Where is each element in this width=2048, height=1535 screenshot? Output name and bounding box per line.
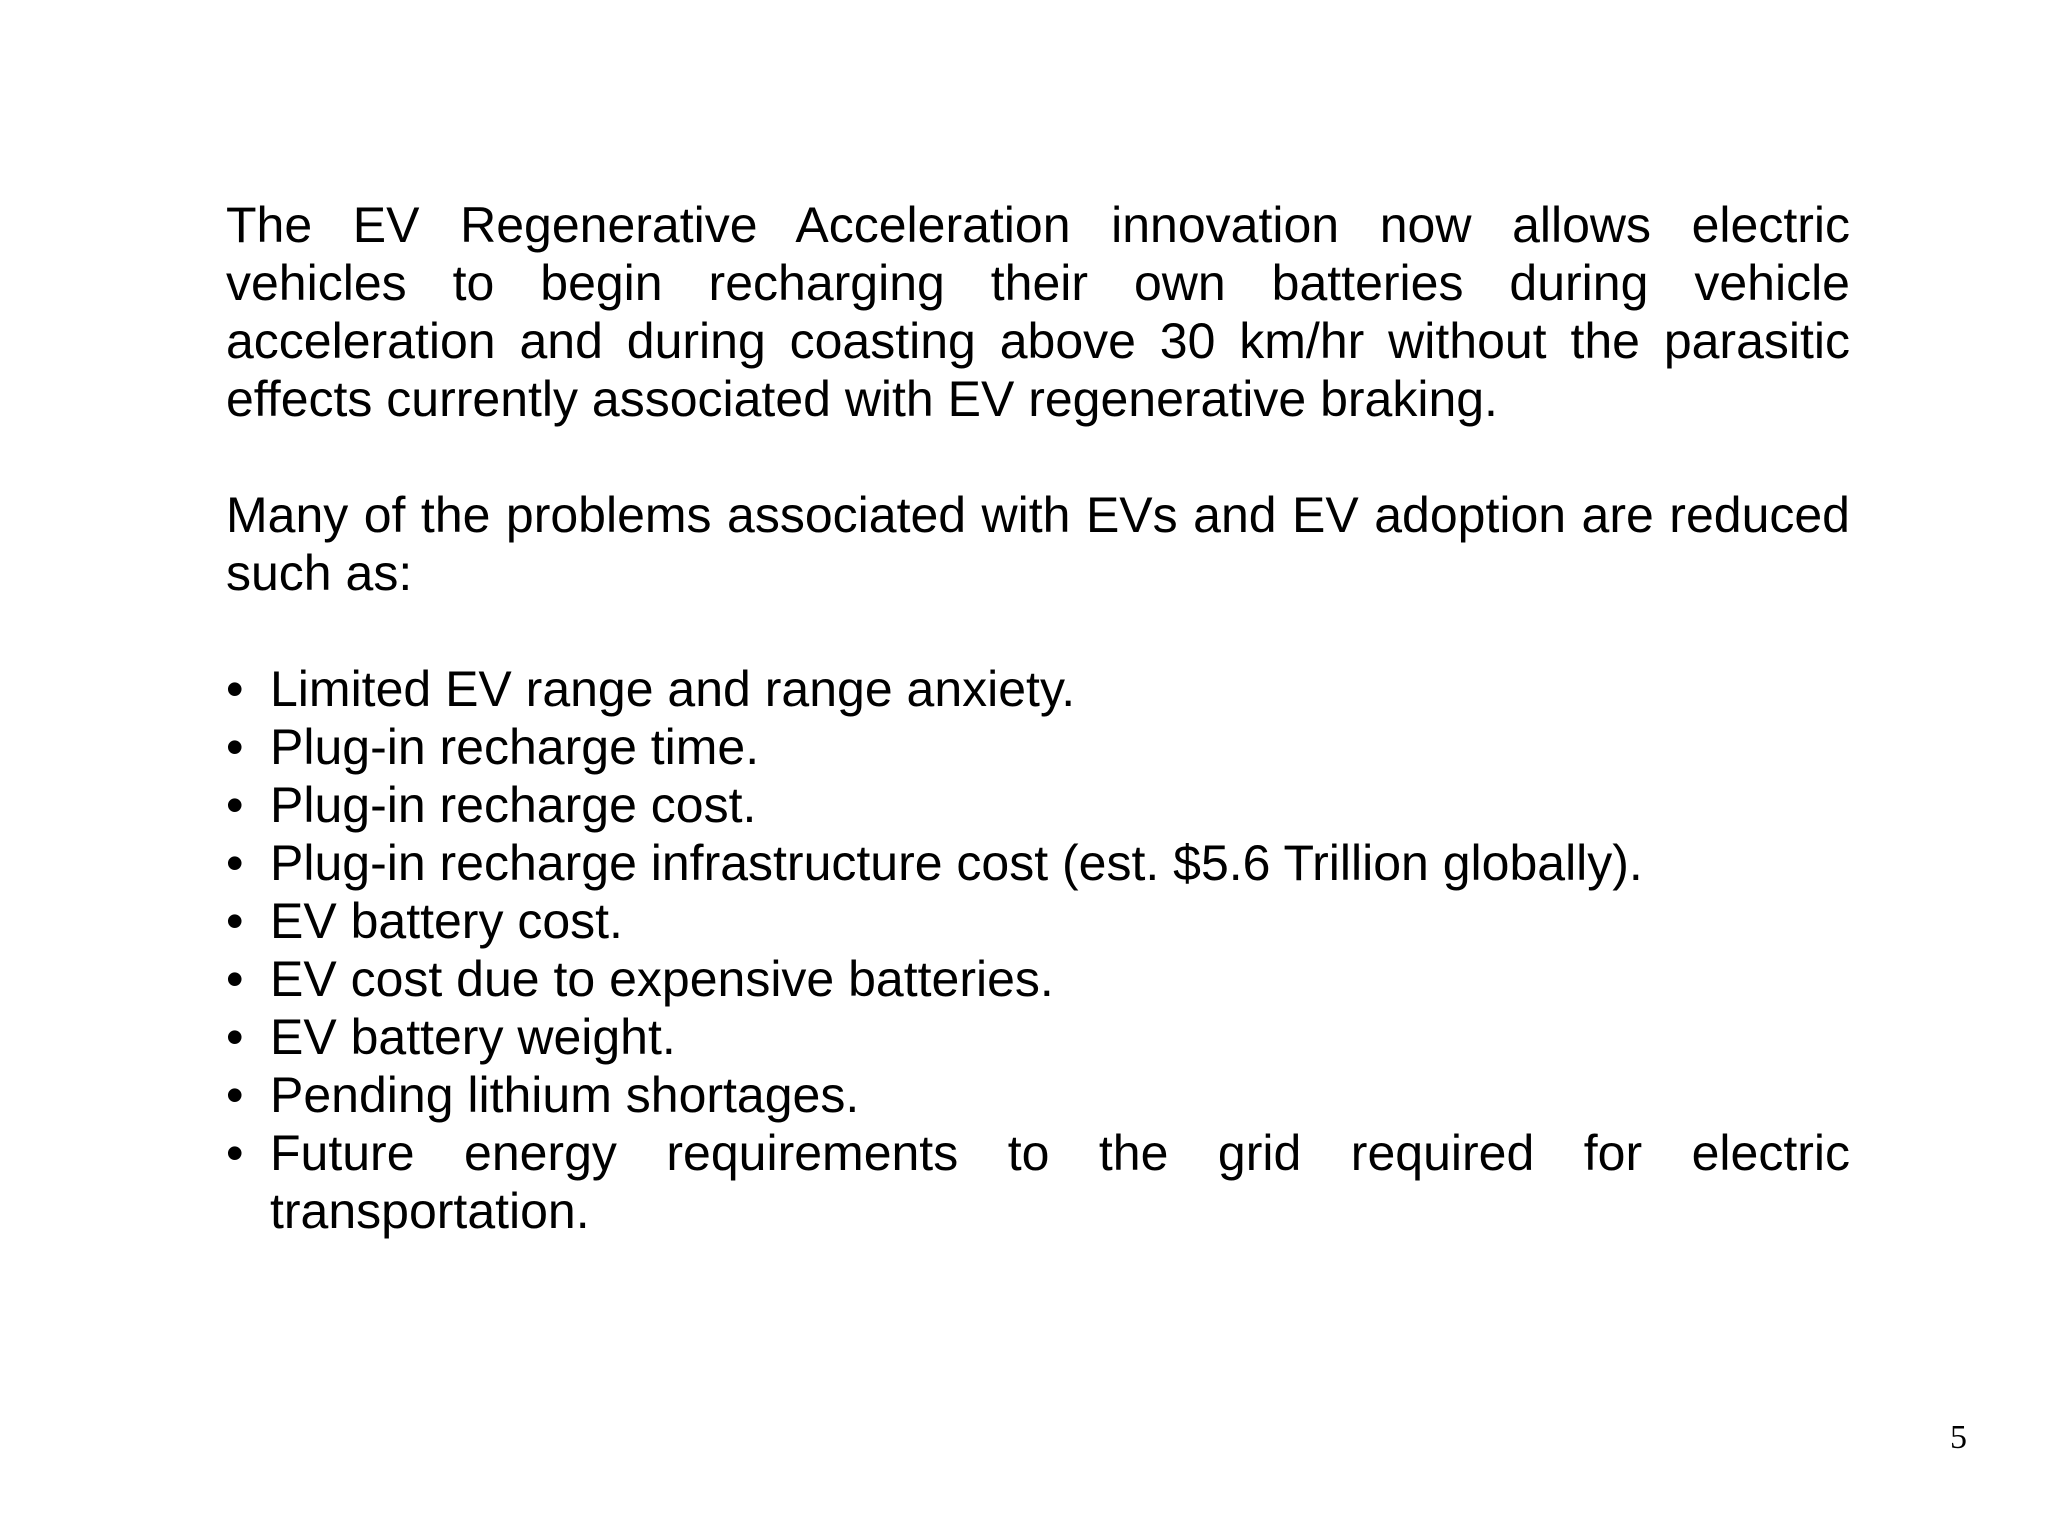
- problem-list: [226, 660, 1850, 1240]
- bullet-icon: •: [226, 661, 244, 717]
- list-item: [226, 1124, 1850, 1240]
- slide-content: [226, 196, 1850, 1240]
- list-item-text: EV battery cost.: [270, 893, 623, 949]
- list-item-text: EV cost due to expensive batteries.: [270, 951, 1054, 1007]
- bullet-icon: •: [226, 951, 244, 1007]
- page-number: 5: [1950, 1419, 1967, 1456]
- list-item: [226, 1066, 1850, 1124]
- bullet-icon: •: [226, 1009, 244, 1065]
- list-item: [226, 776, 1850, 834]
- problems-paragraph: Many of the problems associated with EVs and EV adoption are reduced such as:: [226, 487, 1850, 601]
- list-item-text: Plug-in recharge cost.: [270, 777, 757, 833]
- bullet-icon: •: [226, 1067, 244, 1123]
- list-item: [226, 950, 1850, 1008]
- list-item-text: Plug-in recharge time.: [270, 719, 760, 775]
- list-item-text: Plug-in recharge infrastructure cost (est. $5.6 Trillion globally).: [270, 835, 1643, 891]
- list-item-text: Future energy requirements to the grid required for electric transportation.: [270, 1125, 1850, 1239]
- list-item-text: Limited EV range and range anxiety.: [270, 661, 1076, 717]
- bullet-icon: •: [226, 893, 244, 949]
- bullet-icon: •: [226, 1125, 244, 1181]
- list-item-text: EV battery weight.: [270, 1009, 676, 1065]
- bullet-icon: •: [226, 835, 244, 891]
- list-item: [226, 1008, 1850, 1066]
- list-item: [226, 892, 1850, 950]
- list-item: [226, 834, 1850, 892]
- bullet-icon: •: [226, 777, 244, 833]
- intro-paragraph: The EV Regenerative Acceleration innovation now allows electric vehicles to begin recharging their own batteries during vehicle acceleration and during coasting above 30 km/hr without the parasitic effects currently associated with EV regenerative braking.: [226, 197, 1850, 427]
- list-item-text: Pending lithium shortages.: [270, 1067, 860, 1123]
- list-item: [226, 718, 1850, 776]
- list-item: [226, 660, 1850, 718]
- bullet-icon: •: [226, 719, 244, 775]
